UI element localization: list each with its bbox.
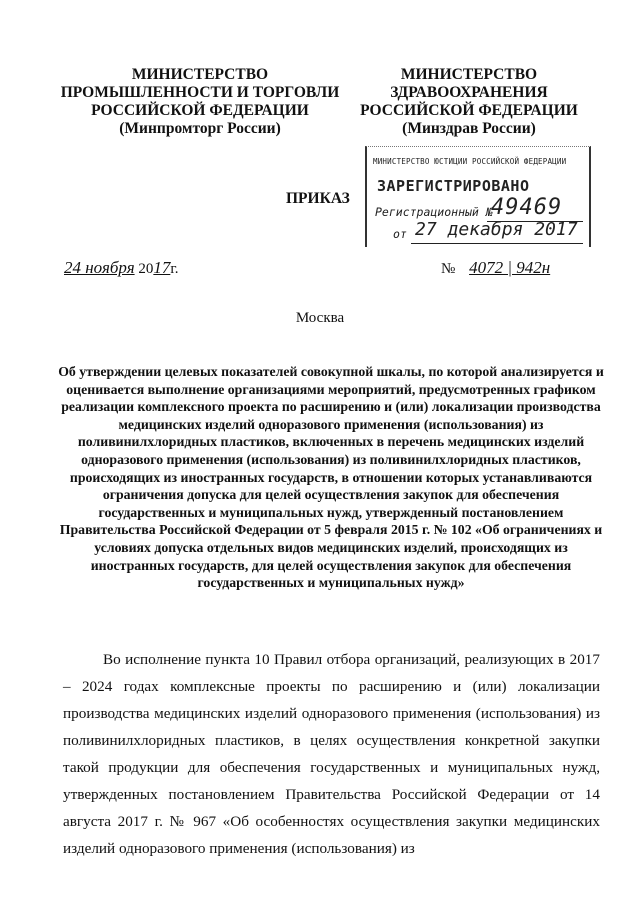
- order-date-suffix: г.: [170, 261, 179, 277]
- stamp-registered-label: ЗАРЕГИСТРИРОВАНО: [377, 177, 530, 195]
- ministry-right-line3: РОССИЙСКОЙ ФЕДЕРАЦИИ: [360, 102, 578, 119]
- ministry-right-line2: ЗДРАВООХРАНЕНИЯ: [390, 84, 548, 101]
- ministry-left-short-name: (Минпромторг России): [119, 120, 281, 137]
- ministry-left-header: [60, 66, 340, 138]
- order-date-year-prefix: 20: [134, 261, 154, 277]
- stamp-date-value: 27 декабря 2017: [415, 219, 578, 240]
- order-number-value: 4072 | 942н: [469, 258, 551, 277]
- ministry-right-header: [352, 66, 586, 138]
- document-type-title: ПРИКАЗ: [286, 190, 350, 207]
- order-date-year-handwritten: 17: [153, 258, 171, 277]
- ministry-left-line2: ПРОМЫШЛЕННОСТИ И ТОРГОВЛИ: [60, 84, 340, 101]
- ministry-left-line1: МИНИСТЕРСТВО: [131, 66, 269, 83]
- stamp-number-label: Регистрационный №: [375, 205, 493, 219]
- order-date: [64, 258, 179, 278]
- stamp-number-value: 49469: [491, 195, 563, 220]
- stamp-date-prefix: от: [393, 227, 407, 241]
- order-number: [441, 258, 550, 278]
- stamp-organization: МИНИСТЕРСТВО ЮСТИЦИИ РОССИЙСКОЙ ФЕДЕРАЦИИ: [373, 157, 567, 166]
- order-subject-heading: Об утверждении целевых показателей совокупной шкалы, по которой анализируется и оценивается выполнение организациями мероприятий, предусмотренных графиком реализации комплексного проекта по расширению и (или) локализации производства медицинских изделий одноразового применения (использования) из поливинилхлоридных пластиков, включенных в перечень медицинских изделий одноразового применения (использования) из поливинилхлоридных пластиков, происходящих из иностранных государств, в отношении которых устанавливаются ограничения допуска для целей осуществления закупок для обеспечения государственных и муниципальных нужд, утвержденный постановлением Правительства Российской Федерации от 5 февраля 2015 г. № 102 «Об ограничениях и условиях допуска отдельных видов медицинских изделий, происходящих из иностранных государств, для целей осуществления закупок для обеспечения государственных и муниципальных нужд»: [58, 364, 604, 591]
- order-date-handwritten: 24 ноября: [64, 258, 135, 277]
- city-name: Москва: [295, 310, 345, 326]
- order-number-prefix: №: [441, 261, 456, 277]
- ministry-right-line1: МИНИСТЕРСТВО: [400, 66, 538, 83]
- ministry-left-line3: РОССИЙСКОЙ ФЕДЕРАЦИИ: [91, 102, 309, 119]
- ministry-right-short-name: (Минздрав России): [402, 120, 536, 137]
- registration-stamp: [365, 146, 591, 247]
- order-body-paragraph: Во исполнение пункта 10 Правил отбора организаций, реализующих в 2017 – 2024 годах комплексные проекты по расширению и (или) локализации производства медицинских изделий одноразового применения (использования) из поливинилхлоридных пластиков, в целях осуществления конкретной закупки такой продукции для обеспечения государственных и муниципальных нужд, утвержденных постановлением Правительства Российской Федерации от 14 августа 2017 г. № 967 «Об особенностях осуществления закупки медицинских изделий одноразового применения (использования) из: [63, 651, 600, 857]
- stamp-date-underline: [411, 243, 583, 244]
